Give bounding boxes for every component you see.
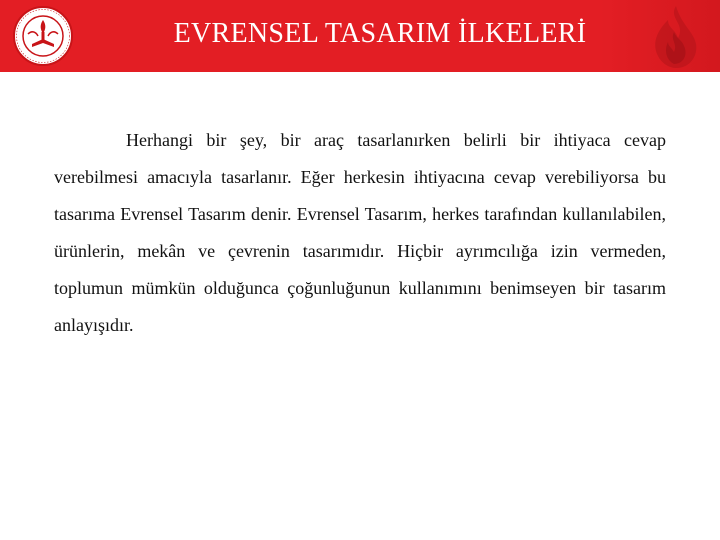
page-title: EVRENSEL TASARIM İLKELERİ [173,18,587,49]
header-bar [0,0,720,72]
body-paragraph: Herhangi bir şey, bir araç tasarlanırken belirli bir ihtiyaca cevap verebilmesi amacıyla tasarlanır. Eğer herkesin ihtiyacına cevap verebiliyorsa bu tasarıma Evrensel Tasarım denir. Evrensel Tasarım, herkes tarafından kullanılabilen, ürünlerin, mekân ve çevrenin tasarımıdır. Hiçbir ayrımcılığa izin vermeden, toplumun mümkün olduğunca çoğunluğunun kullanımını benimseyen bir tasarım anlayışıdır. [54,130,666,335]
content-area [54,122,666,344]
